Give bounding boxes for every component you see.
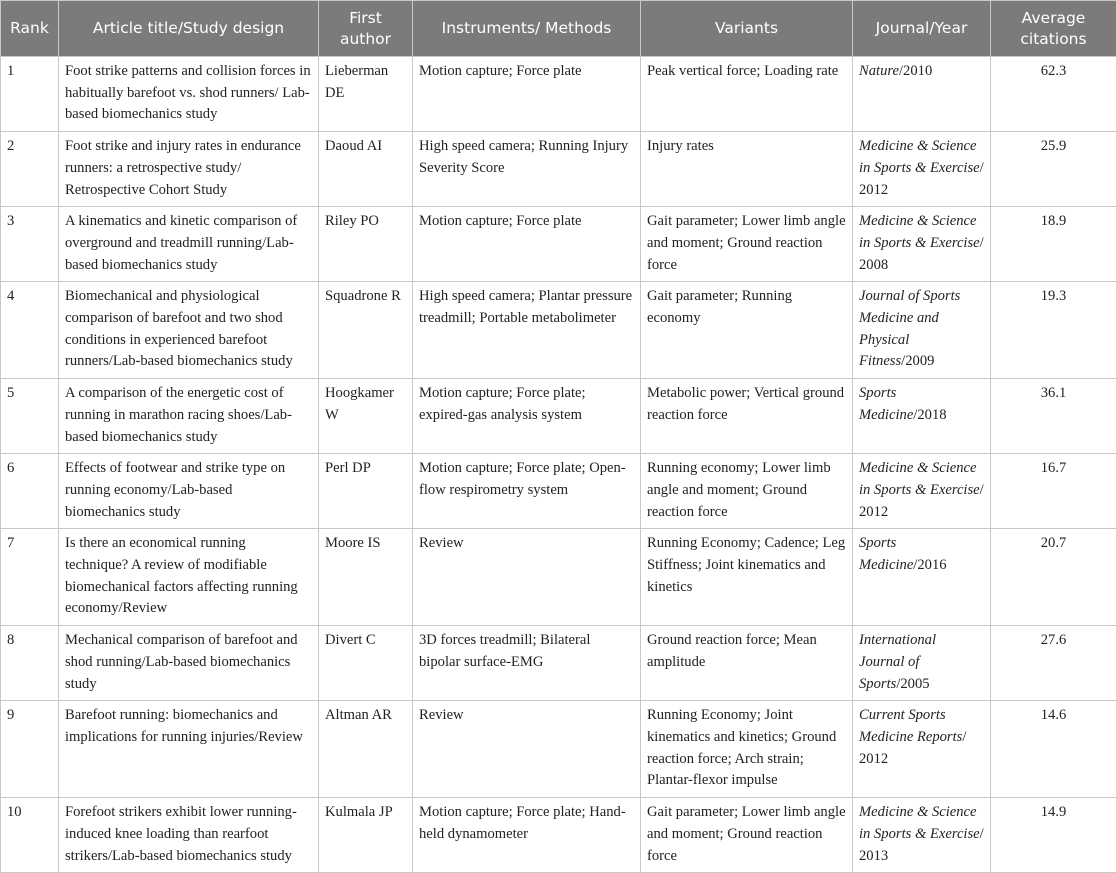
cell-citations: 27.6 — [991, 626, 1116, 701]
cell-title: Foot strike and injury rates in endurance runners: a retrospective study/ Retrospective Cohort Study — [59, 132, 319, 207]
cell-citations: 19.3 — [991, 282, 1116, 379]
cell-citations: 16.7 — [991, 454, 1116, 529]
header-author: First author — [319, 1, 413, 57]
cell-title: A comparison of the energetic cost of running in marathon racing shoes/Lab-based biomechanics study — [59, 379, 319, 454]
table-row — [1, 57, 1116, 132]
journal-year: /2009 — [901, 353, 934, 369]
table-row — [1, 454, 1116, 529]
table-row — [1, 379, 1116, 454]
cell-rank: 9 — [1, 701, 59, 798]
cell-variants: Running economy; Lower limb angle and moment; Ground reaction force — [641, 454, 853, 529]
cell-rank: 1 — [1, 57, 59, 132]
table-row — [1, 529, 1116, 626]
journal-year: /2018 — [913, 407, 946, 423]
journal-name: Journal of Sports Medicine and Physical Fitness — [859, 288, 960, 369]
cell-citations: 20.7 — [991, 529, 1116, 626]
journal-year: / 2012 — [859, 160, 984, 198]
header-journal: Journal/Year — [853, 1, 991, 57]
cell-variants: Injury rates — [641, 132, 853, 207]
journal-year: / 2012 — [859, 729, 966, 767]
table-row — [1, 282, 1116, 379]
cell-citations: 14.6 — [991, 701, 1116, 798]
header-row — [1, 1, 1116, 57]
cell-author: Altman AR — [319, 701, 413, 798]
journal-name: Nature — [859, 63, 899, 79]
cell-variants: Gait parameter; Lower limb angle and moment; Ground reaction force — [641, 798, 853, 873]
cell-citations: 14.9 — [991, 798, 1116, 873]
cell-rank: 2 — [1, 132, 59, 207]
journal-name: Medicine & Science in Sports & Exercise — [859, 804, 980, 842]
cell-rank: 8 — [1, 626, 59, 701]
cell-citations: 25.9 — [991, 132, 1116, 207]
cell-journal — [853, 207, 991, 282]
cell-variants: Running Economy; Joint kinematics and kinetics; Ground reaction force; Arch strain; Plantar-flexor impulse — [641, 701, 853, 798]
cell-methods: Review — [413, 529, 641, 626]
cell-variants: Running Economy; Cadence; Leg Stiffness; Joint kinematics and kinetics — [641, 529, 853, 626]
cell-rank: 5 — [1, 379, 59, 454]
cell-journal — [853, 57, 991, 132]
cell-journal — [853, 282, 991, 379]
cell-author: Perl DP — [319, 454, 413, 529]
cell-variants: Gait parameter; Running economy — [641, 282, 853, 379]
journal-name: Sports Medicine — [859, 535, 913, 573]
cell-author: Lieberman DE — [319, 57, 413, 132]
cell-author: Moore IS — [319, 529, 413, 626]
cell-title: Barefoot running: biomechanics and implications for running injuries/Review — [59, 701, 319, 798]
cell-author: Divert C — [319, 626, 413, 701]
journal-name: Current Sports Medicine Reports — [859, 707, 962, 745]
journal-name: International Journal of Sports — [859, 632, 936, 691]
cell-title: Biomechanical and physiological comparison of barefoot and two shod conditions in experienced barefoot runners/Lab-based biomechanics study — [59, 282, 319, 379]
cell-journal — [853, 132, 991, 207]
cell-citations: 18.9 — [991, 207, 1116, 282]
cell-author: Squadrone R — [319, 282, 413, 379]
journal-name: Medicine & Science in Sports & Exercise — [859, 138, 980, 176]
cell-variants: Metabolic power; Vertical ground reaction force — [641, 379, 853, 454]
cell-journal — [853, 379, 991, 454]
cell-methods: Motion capture; Force plate — [413, 207, 641, 282]
journal-name: Medicine & Science in Sports & Exercise — [859, 213, 980, 251]
cell-citations: 62.3 — [991, 57, 1116, 132]
header-title: Article title/Study design — [59, 1, 319, 57]
journal-year: / 2008 — [859, 235, 984, 273]
header-variants: Variants — [641, 1, 853, 57]
journal-year: /2010 — [899, 63, 932, 79]
journal-year: / 2013 — [859, 826, 984, 864]
cell-journal — [853, 529, 991, 626]
cell-methods: Motion capture; Force plate; Hand-held dynamometer — [413, 798, 641, 873]
cell-journal — [853, 626, 991, 701]
cell-title: Effects of footwear and strike type on running economy/Lab-based biomechanics study — [59, 454, 319, 529]
cell-methods: Motion capture; Force plate; expired-gas analysis system — [413, 379, 641, 454]
cell-variants: Peak vertical force; Loading rate — [641, 57, 853, 132]
cell-title: Mechanical comparison of barefoot and shod running/Lab-based biomechanics study — [59, 626, 319, 701]
cell-rank: 3 — [1, 207, 59, 282]
cell-rank: 10 — [1, 798, 59, 873]
cell-variants: Ground reaction force; Mean amplitude — [641, 626, 853, 701]
journal-year: /2016 — [913, 557, 946, 573]
cell-journal — [853, 701, 991, 798]
cell-title: Foot strike patterns and collision forces in habitually barefoot vs. shod runners/ Lab-based biomechanics study — [59, 57, 319, 132]
cell-title: A kinematics and kinetic comparison of overground and treadmill running/Lab-based biomechanics study — [59, 207, 319, 282]
table-row — [1, 701, 1116, 798]
journal-name: Medicine & Science in Sports & Exercise — [859, 460, 980, 498]
cell-citations: 36.1 — [991, 379, 1116, 454]
cell-methods: Review — [413, 701, 641, 798]
cell-author: Hoogkamer W — [319, 379, 413, 454]
cell-methods: High speed camera; Running Injury Severity Score — [413, 132, 641, 207]
cell-methods: 3D forces treadmill; Bilateral bipolar surface-EMG — [413, 626, 641, 701]
header-methods: Instruments/ Methods — [413, 1, 641, 57]
journal-year: /2005 — [896, 676, 929, 692]
cell-methods: Motion capture; Force plate — [413, 57, 641, 132]
cell-methods: High speed camera; Plantar pressure treadmill; Portable metabolimeter — [413, 282, 641, 379]
table-row — [1, 626, 1116, 701]
cell-title: Is there an economical running technique? A review of modifiable biomechanical factors affecting running economy/Review — [59, 529, 319, 626]
cell-rank: 7 — [1, 529, 59, 626]
table-row — [1, 207, 1116, 282]
cell-journal — [853, 454, 991, 529]
cell-variants: Gait parameter; Lower limb angle and moment; Ground reaction force — [641, 207, 853, 282]
cell-author: Daoud AI — [319, 132, 413, 207]
cell-journal — [853, 798, 991, 873]
cell-author: Kulmala JP — [319, 798, 413, 873]
cell-rank: 6 — [1, 454, 59, 529]
header-rank: Rank — [1, 1, 59, 57]
table-row — [1, 132, 1116, 207]
journal-name: Sports Medicine — [859, 385, 913, 423]
journal-year: / 2012 — [859, 482, 984, 520]
cell-author: Riley PO — [319, 207, 413, 282]
cell-rank: 4 — [1, 282, 59, 379]
cell-methods: Motion capture; Force plate; Open-flow respirometry system — [413, 454, 641, 529]
cell-title: Forefoot strikers exhibit lower running-induced knee loading than rearfoot strikers/Lab-based biomechanics study — [59, 798, 319, 873]
table-row — [1, 798, 1116, 873]
header-citations: Average citations — [991, 1, 1116, 57]
